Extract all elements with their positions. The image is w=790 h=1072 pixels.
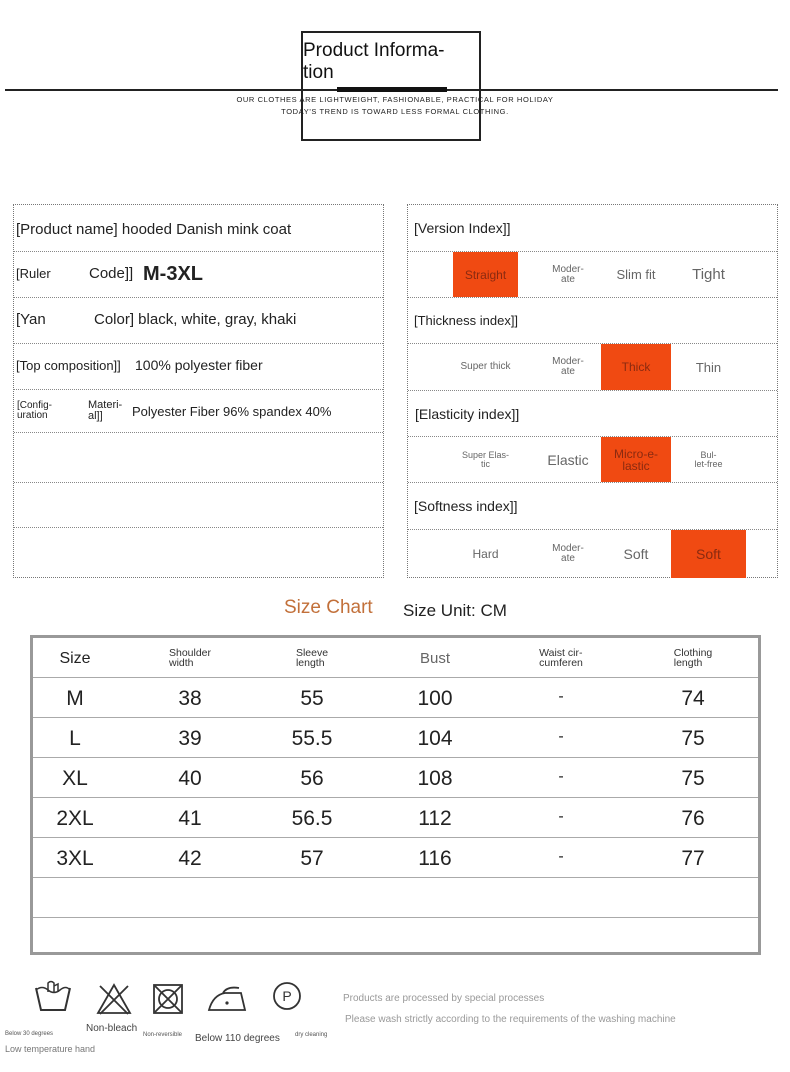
size-chart-cell: 108 (417, 767, 453, 790)
size-chart-cell: 100 (417, 687, 453, 710)
version-index-header (408, 205, 777, 252)
size-chart-cell: M (66, 687, 84, 710)
size-chart-cell: 55 (300, 687, 324, 710)
thickness-option-2 (533, 344, 603, 390)
size-chart-row (33, 678, 758, 718)
version-option-label: Moder- ate (552, 263, 584, 285)
size-chart-cell: - (558, 808, 564, 825)
tagline-2: TODAY'S TREND IS TOWARD LESS FORMAL CLOTHING. (281, 107, 509, 116)
softness-option-1 (453, 530, 518, 578)
size-chart-cell: 41 (178, 807, 202, 830)
elasticity-option-label: Bul- let-free (694, 449, 723, 469)
softness-option-label: Soft (623, 546, 649, 562)
size-chart-cell: 75 (681, 767, 705, 790)
version-option-label: Slim fit (616, 267, 656, 282)
size-chart-cell: L (69, 727, 81, 750)
size-chart-cell: 56 (300, 767, 324, 790)
color-row (14, 298, 383, 344)
material-label: Materi- al]] (88, 399, 123, 422)
version-option-label: Tight (692, 266, 725, 283)
empty-row (14, 433, 383, 483)
tagline-1: OUR CLOTHES ARE LIGHTWEIGHT, FASHIONABLE, PRACTICAL FOR HOLIDAY (236, 95, 554, 104)
size-chart-cell: 76 (681, 807, 705, 830)
size-chart-header-1: Size (59, 650, 91, 667)
size-chart-cell: 38 (178, 687, 202, 710)
product-name: [Product name] hooded Danish mink coat (16, 221, 292, 238)
size-chart-cell: 40 (178, 767, 202, 790)
elasticity-index-options (408, 437, 777, 483)
size-range-value: M-3XL (143, 263, 203, 285)
version-option-1-selected (453, 252, 518, 297)
softness-index-options (408, 530, 777, 578)
size-chart-row (33, 758, 758, 798)
size-chart-header-6: Clothing length (673, 647, 713, 669)
size-chart-cell: 39 (178, 727, 202, 750)
hand-wash-icon (33, 978, 73, 1018)
wash-caption: Below 30 degrees (5, 1031, 54, 1037)
version-option-2 (533, 252, 603, 297)
empty-row (14, 483, 383, 528)
softness-option-2 (533, 530, 603, 578)
size-chart-cell: 75 (681, 727, 705, 750)
iron-icon (205, 985, 251, 1025)
thickness-index-label: [Thickness index]] (414, 313, 519, 328)
size-chart-table (30, 635, 761, 955)
size-chart-cell: 116 (418, 847, 452, 870)
size-chart-header-5: Waist cir- cumferen (539, 647, 583, 669)
version-option-label: Straight (464, 267, 507, 282)
thickness-option-label: Thin (695, 359, 722, 375)
elasticity-option-2 (533, 437, 603, 482)
wash-caption-2: Low temperature hand (5, 1044, 96, 1054)
size-chart-row (33, 838, 758, 878)
tumble-caption: Non-reversible (143, 1032, 183, 1038)
material-value: Polyester Fiber 96% spandex 40% (132, 404, 332, 419)
color-value: Color] black, white, gray, khaki (94, 311, 297, 328)
size-chart-cell: - (558, 688, 564, 705)
version-index-label: [Version Index]] (414, 220, 511, 236)
dry-clean-icon (271, 980, 303, 1012)
size-chart-header-2: Shoulder width (168, 647, 212, 669)
elasticity-option-4 (671, 437, 746, 482)
size-chart-empty-row (33, 878, 758, 918)
bleach-caption: Non-bleach (86, 1023, 138, 1034)
care-note-1: Products are processed by special processes (343, 993, 545, 1004)
iron-caption: Below 110 degrees (195, 1033, 280, 1044)
size-chart-cell: 3XL (56, 847, 94, 870)
empty-row (14, 528, 383, 578)
size-chart-cell: - (558, 728, 564, 745)
elasticity-option-label: Elastic (547, 451, 589, 468)
softness-option-label: Soft (696, 546, 721, 562)
dry-clean-letter: P (282, 988, 292, 1004)
softness-option-label: Moder- ate (552, 543, 584, 564)
size-chart-header-4: Bust (419, 650, 451, 667)
size-chart-cell: 74 (681, 687, 705, 710)
size-chart-cell: 112 (418, 807, 452, 830)
thickness-option-label: Thick (621, 360, 651, 374)
size-chart-cell: 104 (417, 727, 453, 750)
size-unit: Size Unit: CM (403, 601, 507, 620)
care-note-2: Please wash strictly according to the requirements of the washing machine (345, 1014, 676, 1025)
thickness-index-options (408, 344, 777, 391)
elasticity-index-label: [Elasticity index]] (415, 406, 520, 422)
configuration-row (14, 390, 383, 433)
size-chart-cell: - (558, 768, 564, 785)
size-chart-cell: XL (62, 767, 88, 790)
dry-clean-caption: dry cleaning (295, 1032, 328, 1038)
size-chart-cell: 2XL (56, 807, 94, 830)
header-rule-accent (337, 87, 447, 92)
size-chart-cell: 42 (178, 847, 202, 870)
size-chart-cell: 55.5 (291, 727, 333, 750)
elasticity-index-header (408, 391, 777, 437)
elasticity-option-label: Micro-e- lastic (614, 446, 658, 473)
version-option-4 (671, 252, 746, 297)
size-chart-title: Size Chart (284, 597, 373, 618)
thickness-index-header (408, 298, 777, 344)
product-name-row (14, 205, 383, 252)
size-chart-header-row (33, 638, 758, 678)
ruler-label-a: [Ruler (16, 266, 51, 281)
thickness-option-3-selected (601, 344, 671, 390)
size-chart-empty-row (33, 918, 758, 952)
config-label: [Config- uration (17, 400, 53, 421)
ruler-label-b: Code]] (89, 265, 134, 282)
size-chart-cell: 57 (300, 847, 324, 870)
softness-option-3 (601, 530, 671, 578)
softness-index-label: [Softness index]] (414, 498, 518, 514)
elasticity-option-label: Super Elas- tic (461, 449, 510, 469)
version-index-options (408, 252, 777, 298)
thickness-option-label: Moder- ate (552, 356, 584, 377)
size-chart-row (33, 798, 758, 838)
size-chart-row (33, 718, 758, 758)
size-chart-cell: - (558, 848, 564, 865)
product-info-table (13, 204, 384, 578)
top-composition-label: [Top composition]] (16, 358, 121, 373)
size-chart-header-3: Sleeve length (295, 647, 329, 669)
softness-option-label: Hard (472, 547, 499, 561)
size-chart-cell: 56.5 (291, 807, 333, 830)
thickness-option-1 (453, 344, 518, 390)
thickness-option-label: Super thick (460, 361, 511, 372)
elasticity-option-3-selected (601, 437, 671, 482)
elasticity-option-1 (453, 437, 518, 482)
no-bleach-icon (96, 982, 136, 1022)
index-table (407, 204, 778, 578)
softness-option-4-selected (671, 530, 746, 578)
version-option-3 (601, 252, 671, 297)
no-tumble-dry-icon (152, 983, 192, 1023)
page-title: Product Informa- tion (303, 40, 445, 83)
top-composition-row (14, 344, 383, 390)
softness-index-header (408, 483, 777, 530)
top-composition-value: 100% polyester fiber (135, 357, 263, 373)
thickness-option-4 (671, 344, 746, 390)
size-chart-cell: 77 (681, 847, 705, 870)
size-code-row (14, 252, 383, 298)
color-label-a: [Yan (16, 311, 46, 328)
